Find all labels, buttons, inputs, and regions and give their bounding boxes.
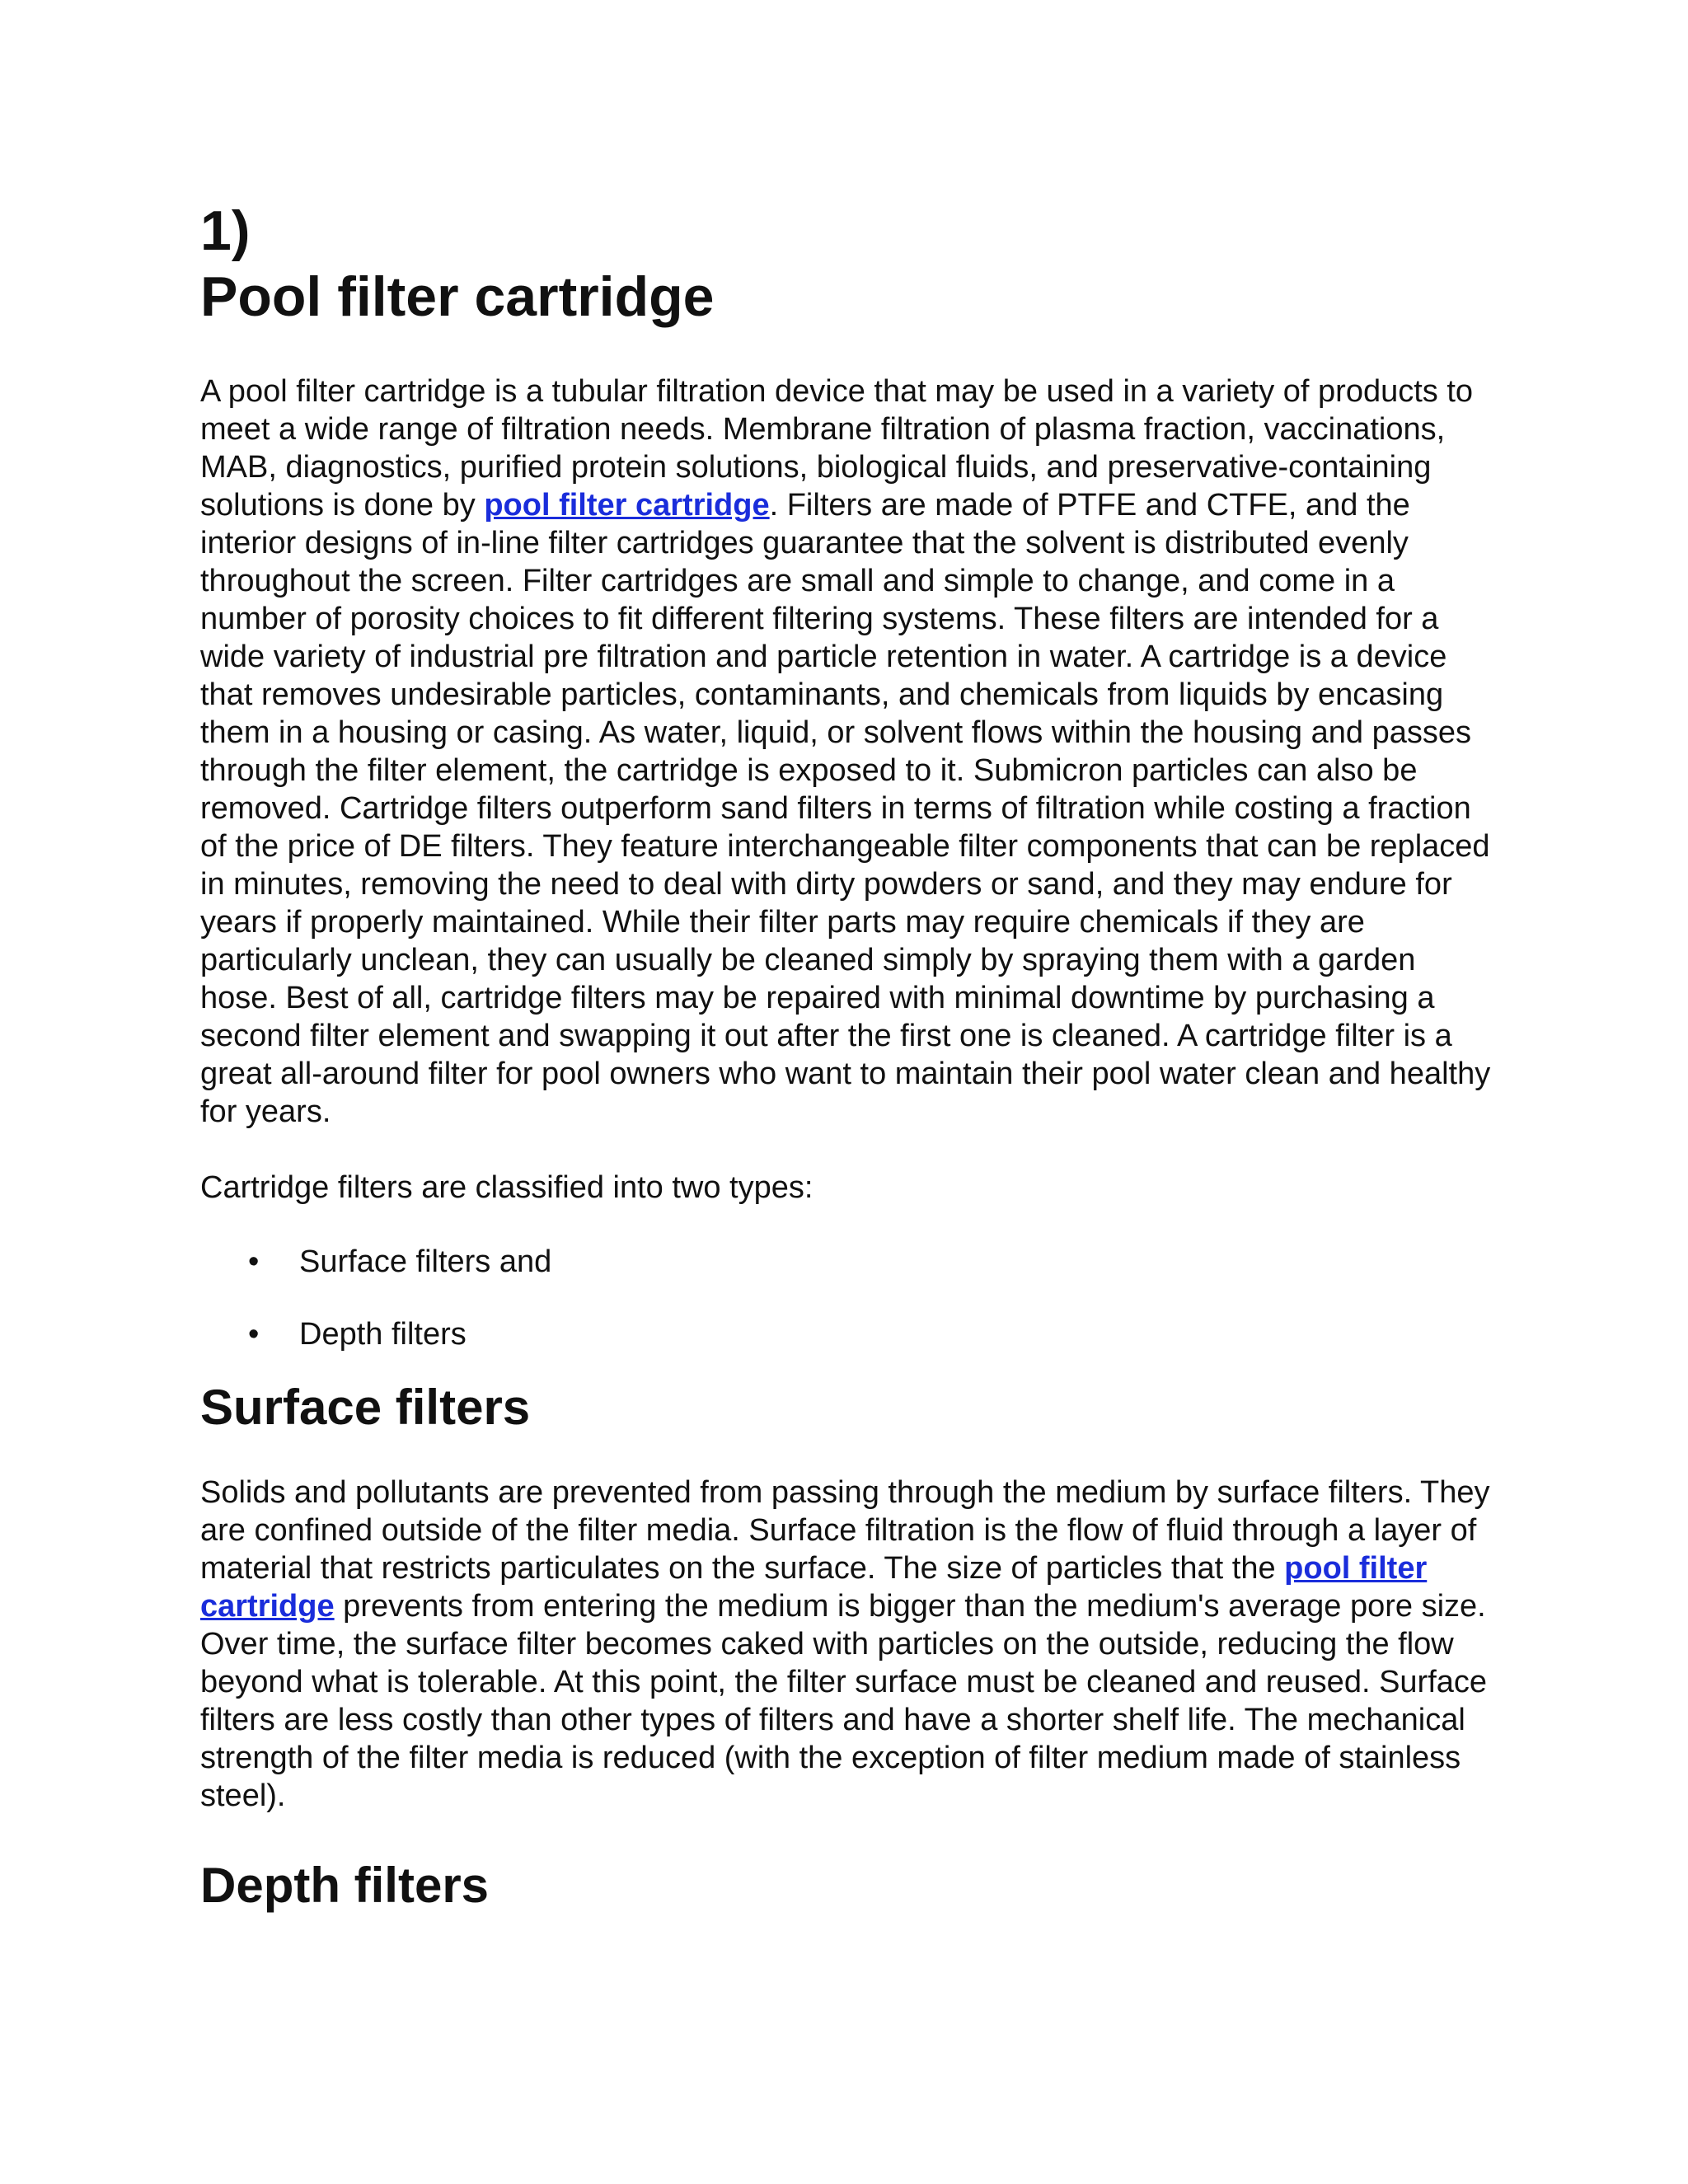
surface-filters-heading: Surface filters <box>200 1380 531 1435</box>
intro-text-after-link: . Filters are made of PTFE and CTFE, and the interior designs of in-line filter cartridges guarantee that the solvent is distributed evenly throughout the screen. Filter cartridges are small and simple to change, and come in a number of porosity choices to fit different filtering systems. These filters are intended for a wide variety of industrial pre filtration and particle retention in water. A cartridge is a device that removes undesirable particles, contaminants, and chemicals from liquids by encasing them in a housing or casing. As water, liquid, or solvent flows within the housing and passes through the filter element, the cartridge is exposed to it. Submicron particles can also be removed. Cartridge filters outperform sand filters in terms of filtration while costing a fraction of the price of DE filters. They feature interchangeable filter components that can be replaced in minutes, removing the need to deal with dirty powders or sand, and they may endure for years if properly maintained. While their filter parts may require chemicals if they are particularly unclean, they can usually be cleaned simply by spraying them with a garden hose. Best of all, cartridge filters may be repaired with minimal downtime by purchasing a second filter element and swapping it out after the first one is cleaned. A cartridge filter is a great all-around filter for pool owners who want to maintain their pool water clean and healthy for years. <box>200 488 1491 1129</box>
intro-paragraph <box>200 373 1494 1131</box>
pool-filter-cartridge-link[interactable]: pool filter cartridge <box>484 488 770 523</box>
filter-types-list <box>200 1243 1494 1353</box>
list-item-label: Surface filters and <box>299 1244 552 1279</box>
list-item-label: Depth filters <box>299 1317 467 1352</box>
list-item <box>200 1243 1494 1281</box>
list-item <box>200 1315 1494 1353</box>
surface-text-before-link: Solids and pollutants are prevented from passing through the medium by surface filters. They are confined outside of the filter media. Surface filtration is the flow of fluid through a layer of material that restricts particulates on the surface. The size of particles that the <box>200 1475 1490 1586</box>
depth-filters-heading: Depth filters <box>200 1858 490 1913</box>
types-intro: Cartridge filters are classified into two types: <box>200 1170 814 1205</box>
surface-filters-paragraph <box>200 1474 1494 1815</box>
bullet-icon: • <box>248 1317 260 1352</box>
intro-text-before-link: A pool filter cartridge is a tubular filtration device that may be used in a variety of products to meet a wide range of filtration needs. Membrane filtration of plasma fraction, vaccinations, MAB, diagnostics, purified protein solutions, biological fluids, and preservative-containing solutions is done by <box>200 374 1474 523</box>
section-number: 1) <box>200 199 251 262</box>
document-page <box>200 198 1494 1952</box>
page-title: Pool filter cartridge <box>200 265 715 328</box>
pool-filter-cartridge-link[interactable]: pool filter cartridge <box>200 1551 1428 1624</box>
bullet-icon: • <box>248 1244 260 1279</box>
surface-text-after-link: prevents from entering the medium is bigger than the medium's average pore size. Over time, the surface filter becomes caked with particles on the outside, reducing the flow beyond what is tolerable. At this point, the filter surface must be cleaned and reused. Surface filters are less costly than other types of filters and have a shorter shelf life. The mechanical strength of the filter media is reduced (with the exception of filter medium made of stainless steel). <box>200 1589 1488 1813</box>
